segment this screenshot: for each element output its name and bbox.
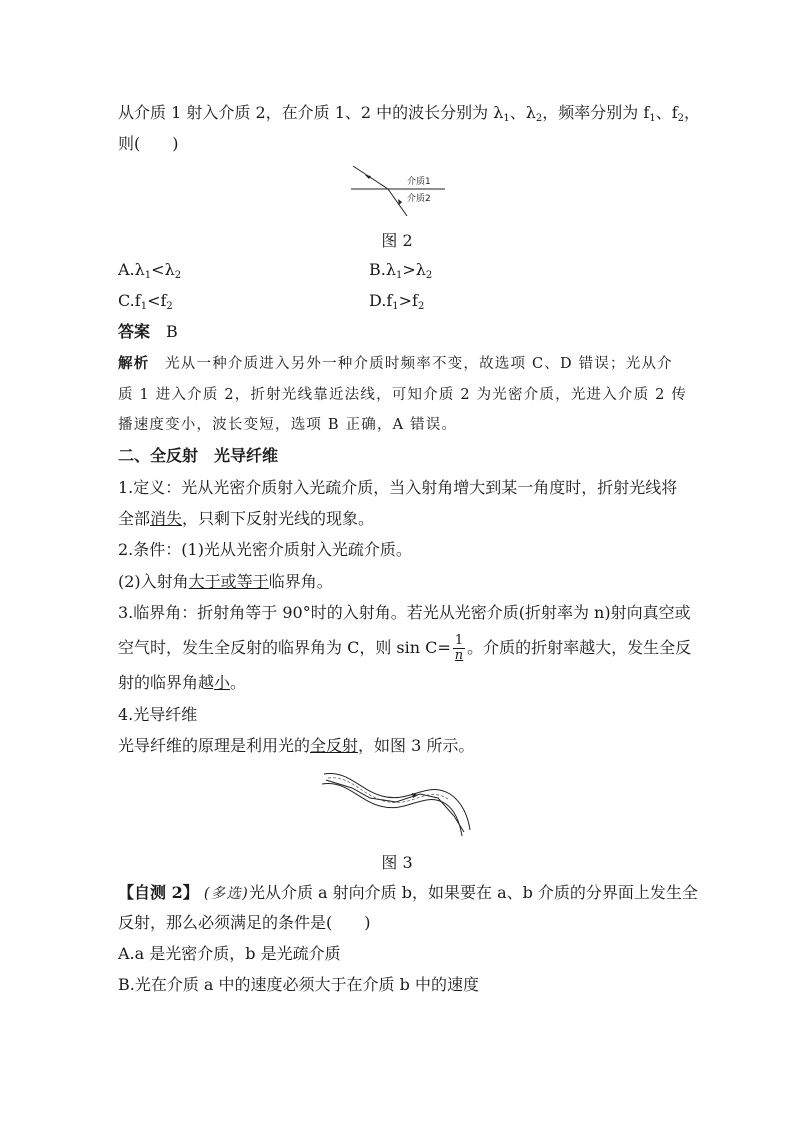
self-test-line-2: 反射，那么必须满足的条件是( ) [118, 913, 371, 932]
answer-line [118, 322, 178, 342]
option-a: $A.\lambda_1<\lambda_2$ [118, 260, 182, 281]
definition-line-2: 全部消失，只剩下反射光线的现象。 [118, 509, 375, 528]
definition-line-1: 1.定义：光从光密介质射入光疏介质，当入射角增大到某一角度时，折射光线将 [118, 478, 678, 497]
self-test-line-1: 【自测 2】 (多选)光从介质 a 射向介质 b，如果要在 a、b 介质的分界面上发生全 [118, 883, 698, 902]
answer-label: 答案 [118, 322, 151, 341]
condition-line-2: (2)入射角大于或等于临界角。 [118, 572, 333, 591]
option-c: $C.f_1<f_2$ [118, 291, 173, 312]
fiber-heading: 4.光导纤维 [118, 705, 198, 724]
fiber-outer-bottom [322, 783, 462, 836]
question-stem-line-2: 则( ) [118, 134, 179, 153]
option-b: $B.\lambda_1>\lambda_2$ [369, 260, 433, 281]
analysis-line-3: 播速度变小，波长变短，选项 B 正确，A 错误。 [118, 417, 458, 433]
condition-line-1: 2.条件：(1)光从光密介质射入光疏介质。 [118, 540, 412, 559]
critical-angle-line-3: 射的临界角越小。 [118, 673, 247, 692]
medium-2-label: 介质2 [407, 194, 431, 204]
incident-arrow [365, 175, 371, 179]
analysis-label: 解析 [118, 355, 150, 372]
incident-ray [353, 166, 388, 189]
critical-angle-line-1: 3.临界角：折射角等于 90°时的入射角。若光从光密介质(折射率为 n)射向真空或 [118, 603, 691, 622]
light-ray-path [326, 780, 464, 832]
refracted-ray [388, 189, 407, 216]
analysis-line-1: 解析 光从一种介质进入另外一种介质时频率不变，故选项 C、D 错误；光从介 [118, 355, 673, 372]
section-heading: 二、全反射 光导纤维 [118, 446, 279, 465]
fiber-line: 光导纤维的原理是利用光的全反射，如图 3 所示。 [118, 736, 475, 755]
self-test-label: 【自测 2】 [118, 883, 199, 902]
refraction-diagram [345, 160, 455, 220]
medium-1-label: 介质1 [407, 177, 431, 187]
figure-2-caption: 图 2 [381, 231, 413, 250]
optical-fiber-diagram [318, 768, 474, 840]
multi-select-tag: (多选) [203, 886, 249, 902]
self-test-option-b: B.光在介质 a 中的速度必须大于在介质 b 中的速度 [118, 975, 479, 994]
critical-angle-line-2: 空气时，发生全反射的临界角为 C，则 sin C= $\frac{1}{n}$ 。介质的折射率越大，发生全反 [118, 633, 692, 663]
self-test-option-a: A.a 是光密介质，b 是光疏介质 [118, 944, 341, 963]
option-d: $D.f_1>f_2$ [369, 291, 425, 312]
figure-3-caption: 图 3 [381, 853, 413, 872]
critical-angle-fraction: $\frac{1}{n}$ [454, 633, 464, 663]
answer-value: B [166, 322, 178, 341]
question-stem-line-1: 从介质 1 射入介质 2，在介质 1、2 中的波长分别为 $\lambda_1$、$\lambda_2$，频率分别为 $f_1$、$f_2$， [118, 103, 701, 124]
analysis-line-2: 质 1 进入介质 2，折射光线靠近法线，可知介质 2 为光密介质，光进入介质 2 传 [118, 387, 688, 403]
